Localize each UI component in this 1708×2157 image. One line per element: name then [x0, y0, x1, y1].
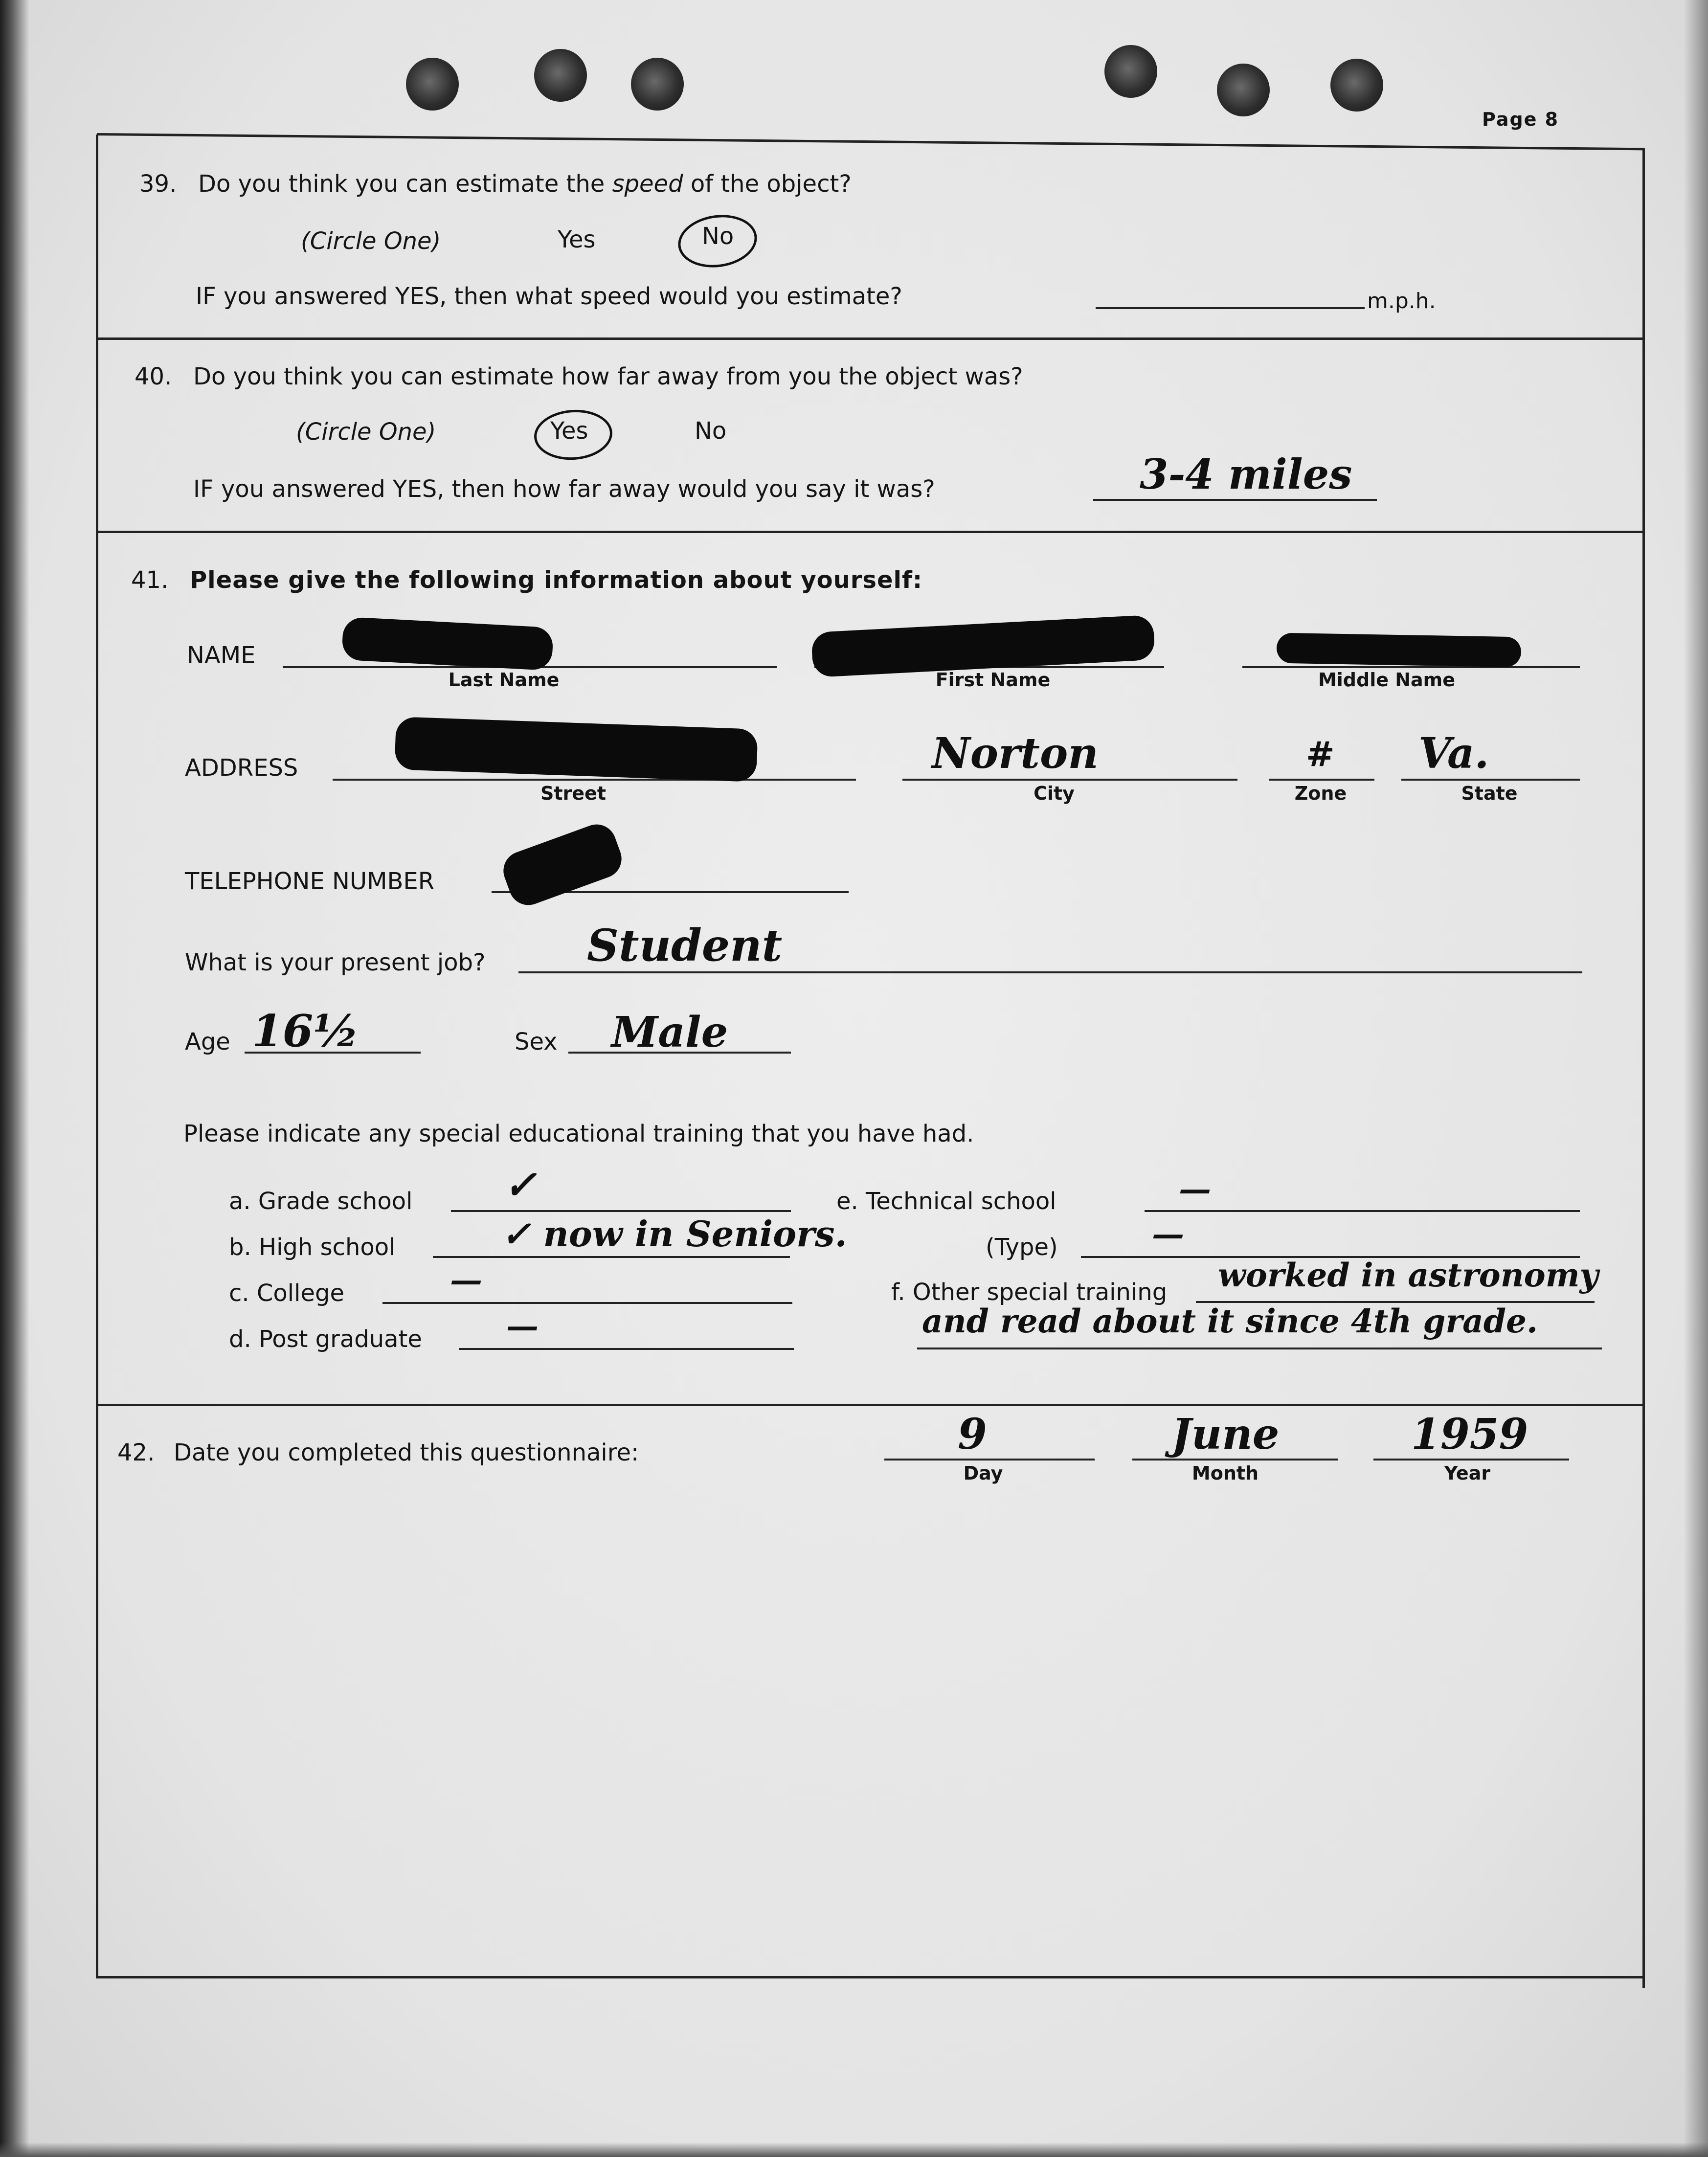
section-divider	[96, 337, 1645, 340]
zone-line	[1269, 779, 1374, 781]
question-emphasis: speed	[612, 170, 683, 198]
question-number: 40.	[135, 363, 172, 390]
high-school-line	[433, 1256, 790, 1258]
city-line	[902, 779, 1237, 781]
circle-one-instruction: (Circle One)	[301, 227, 441, 255]
age-value: 16½	[252, 1005, 360, 1057]
punch-hole	[1330, 59, 1383, 112]
grade-school-value: ✓	[504, 1162, 537, 1208]
post-graduate-line	[459, 1348, 794, 1350]
telephone-label: TELEPHONE NUMBER	[185, 868, 435, 895]
high-school-value: ✓ now in Seniors.	[501, 1213, 847, 1255]
yes-option[interactable]: Yes	[550, 417, 588, 445]
type-value: —	[1152, 1215, 1184, 1253]
other-training-value-line2: and read about it since 4th grade.	[922, 1302, 1538, 1340]
followup-question: IF you answered YES, then what speed would you estimate?	[196, 283, 902, 310]
question-text: Do you think you can estimate how far away from you the object was?	[193, 363, 1023, 390]
distance-answer: 3-4 miles	[1140, 450, 1352, 498]
punch-hole	[534, 49, 587, 102]
followup-question: IF you answered YES, then how far away would you say it was?	[193, 475, 935, 503]
question-text-start: Do you think you can estimate the	[198, 170, 605, 198]
name-label: NAME	[187, 642, 256, 669]
street-caption: Street	[540, 783, 606, 804]
last-name-caption: Last Name	[448, 669, 560, 691]
college-line	[382, 1302, 792, 1304]
question-text-end: of the object?	[690, 170, 852, 198]
circle-one-instruction: (Circle One)	[296, 418, 436, 446]
street-line	[333, 779, 856, 781]
question-text: Please give the following information about yourself:	[190, 566, 923, 594]
scan-left-edge	[0, 0, 29, 2157]
address-label: ADDRESS	[185, 754, 298, 782]
no-option[interactable]: No	[695, 417, 727, 445]
question-number: 41.	[131, 566, 169, 594]
college-value: —	[450, 1261, 482, 1299]
city-value: Norton	[932, 729, 1099, 778]
state-value: Va.	[1418, 729, 1489, 778]
no-option[interactable]: No	[702, 223, 734, 250]
day-line	[884, 1459, 1095, 1460]
day-caption: Day	[963, 1462, 1003, 1484]
technical-school-line	[1145, 1210, 1580, 1212]
speed-unit: m.p.h.	[1367, 289, 1436, 314]
year-caption: Year	[1444, 1462, 1491, 1484]
job-value: Student	[587, 920, 783, 971]
scan-bottom-edge	[0, 2142, 1708, 2157]
scan-right-edge	[1684, 0, 1708, 2157]
punch-hole	[1104, 45, 1157, 98]
high-school-label: b. High school	[229, 1234, 396, 1261]
form-border-right	[1642, 149, 1645, 1988]
punch-hole	[1217, 64, 1270, 116]
job-line	[518, 971, 1582, 973]
question-text: Date you completed this questionnaire:	[174, 1439, 639, 1466]
technical-school-label: e. Technical school	[836, 1188, 1056, 1215]
month-value: June	[1171, 1410, 1280, 1459]
middle-name-line	[1242, 666, 1580, 668]
post-graduate-label: d. Post graduate	[229, 1326, 422, 1353]
technical-school-value: —	[1179, 1170, 1211, 1208]
redaction-mark	[1276, 633, 1521, 668]
other-training-line-2	[917, 1348, 1602, 1349]
state-line	[1401, 779, 1580, 781]
yes-option[interactable]: Yes	[558, 226, 596, 253]
section-divider	[96, 1404, 1645, 1406]
first-name-caption: First Name	[935, 669, 1051, 691]
punch-hole	[631, 58, 684, 111]
other-training-value-line1: worked in astronomy	[1218, 1256, 1598, 1294]
grade-school-label: a. Grade school	[229, 1188, 413, 1215]
page-number: Page 8	[1482, 109, 1559, 130]
distance-answer-line	[1093, 499, 1377, 501]
section-divider	[96, 531, 1645, 533]
speed-answer-line	[1096, 307, 1365, 309]
other-training-label: f. Other special training	[891, 1279, 1168, 1306]
form-border-bottom	[96, 1976, 1645, 1978]
age-label: Age	[185, 1028, 230, 1056]
college-label: c. College	[229, 1280, 344, 1307]
sex-value: Male	[611, 1008, 728, 1057]
job-label: What is your present job?	[185, 949, 486, 976]
punch-hole	[406, 58, 459, 111]
year-value: 1959	[1411, 1410, 1528, 1459]
question-number: 42.	[117, 1439, 155, 1466]
middle-name-caption: Middle Name	[1318, 669, 1456, 691]
city-caption: City	[1034, 783, 1075, 804]
state-caption: State	[1461, 783, 1518, 804]
post-graduate-value: —	[506, 1307, 539, 1345]
grade-school-line	[451, 1210, 791, 1212]
type-label: (Type)	[986, 1234, 1058, 1261]
question-number: 39.	[139, 170, 177, 198]
form-border-left	[96, 135, 98, 1978]
day-value: 9	[958, 1410, 987, 1459]
question-text	[198, 170, 852, 198]
zone-caption: Zone	[1294, 783, 1347, 804]
sex-label: Sex	[515, 1028, 558, 1056]
month-caption: Month	[1191, 1462, 1259, 1484]
training-prompt: Please indicate any special educational training that you have had.	[183, 1120, 974, 1147]
zone-value: #	[1306, 734, 1335, 774]
